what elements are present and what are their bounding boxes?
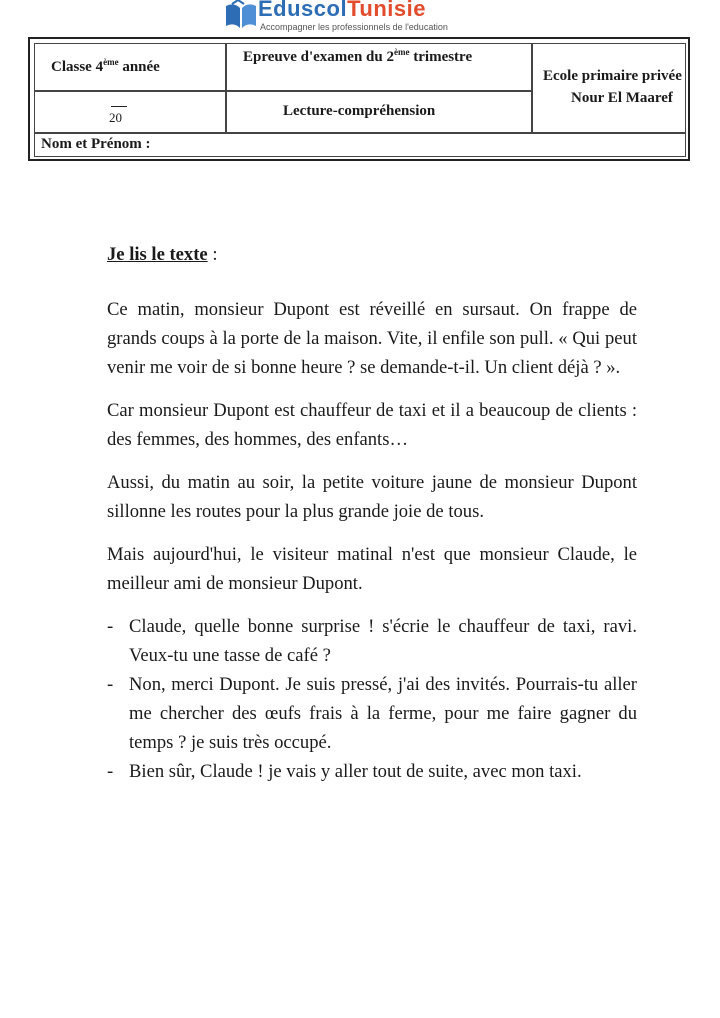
book-logo-icon (222, 0, 260, 32)
paragraph: Ce matin, monsieur Dupont est réveillé en sursaut. On frappe de grands coups à la porte de la maison. Vite, il enfile son pull. « Qui peut venir me voir de si bonne heure ? se demande-t-il. Un client déjà ? ». (107, 299, 637, 378)
school-line-1: Ecole primaire privée (543, 68, 682, 84)
section-heading (107, 240, 637, 269)
logo-title (258, 0, 426, 22)
logo-tagline: Accompagner les professionnels de l'education (260, 22, 448, 32)
class-label: Classe 4ème année (51, 57, 160, 75)
dialogue-text: Bien sûr, Claude ! je vais y aller tout de suite, avec mon taxi. (129, 761, 582, 782)
dialogue-line (107, 757, 637, 786)
exam-header-table (28, 37, 690, 161)
school-line-2: Nour El Maaref (571, 90, 673, 106)
dialogue-line (107, 612, 637, 670)
subject-title: Lecture-compréhension (283, 103, 436, 119)
dialogue-dash: - (107, 616, 114, 637)
name-label: Nom et Prénom : (41, 136, 151, 152)
exam-title: Epreuve d'examen du 2ème trimestre (243, 47, 473, 65)
logo-title-part2: Tunisie (347, 0, 426, 21)
subject-cell (226, 91, 532, 133)
score-blank-line (111, 106, 127, 107)
paragraph: Mais aujourd'hui, le visiteur matinal n'est que monsieur Claude, le meilleur ami de monsieur Dupont. (107, 544, 637, 594)
paragraph: Car monsieur Dupont est chauffeur de taxi et il a beaucoup de clients : des femmes, des hommes, des enfants… (107, 400, 637, 450)
site-logo (222, 0, 522, 34)
dialogue-dash: - (107, 674, 114, 695)
dialogue-dash: - (107, 761, 114, 782)
name-cell (34, 133, 686, 157)
dialogue-line (107, 670, 637, 757)
exam-title-cell (226, 43, 532, 91)
logo-title-part1: Eduscol (258, 0, 348, 21)
class-cell (34, 43, 226, 91)
section-heading-colon: : (207, 244, 218, 265)
school-cell (532, 43, 686, 133)
score-cell (34, 91, 226, 133)
reading-text (107, 240, 637, 786)
dialogue-text: Non, merci Dupont. Je suis pressé, j'ai des invités. Pourrais-tu aller me chercher des œufs frais à la ferme, pour me faire gagner du temps ? je suis très occupé. (129, 674, 637, 753)
dialogue-list (107, 612, 637, 786)
dialogue-text: Claude, quelle bonne surprise ! s'écrie le chauffeur de taxi, ravi. Veux-tu une tasse de café ? (129, 616, 637, 666)
paragraph: Aussi, du matin au soir, la petite voiture jaune de monsieur Dupont sillonne les routes pour la plus grande joie de tous. (107, 472, 637, 522)
section-heading-text: Je lis le texte (107, 244, 208, 265)
score-denominator: 20 (109, 110, 122, 125)
